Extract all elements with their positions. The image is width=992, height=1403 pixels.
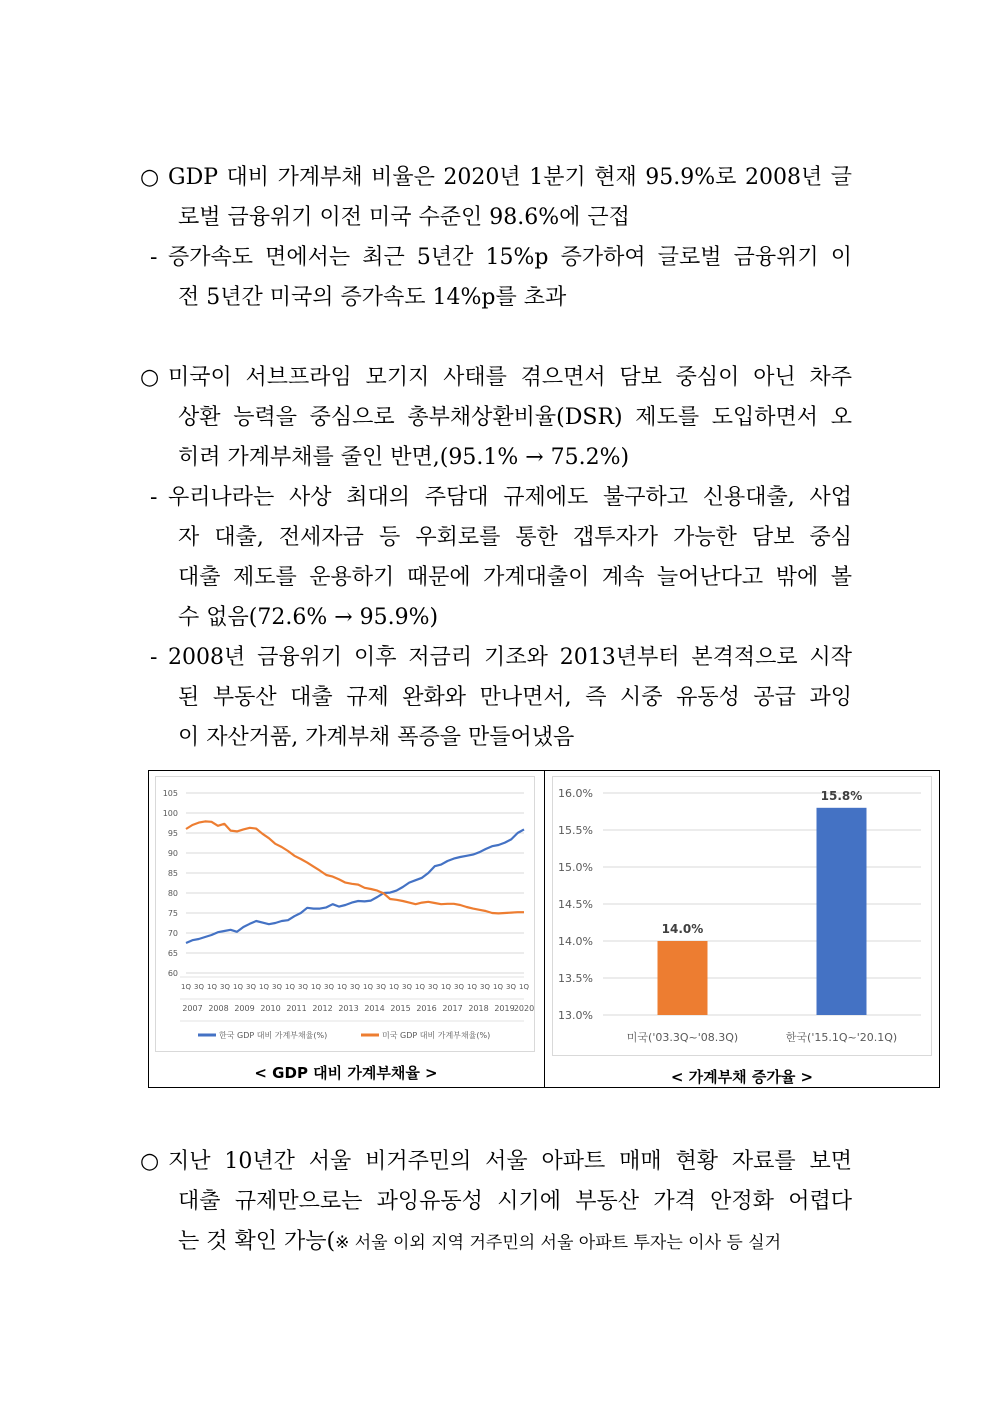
x-year-label: 2017 [442,1004,463,1013]
circle-bullet-icon: ○ [140,165,160,190]
x-year-label: 2009 [234,1004,255,1013]
text-line: 는 것 확인 가능( [178,1229,336,1254]
x-category-label: 미국('03.3Q~'08.3Q) [626,1031,739,1044]
x-quarter-label: 3Q [324,983,334,991]
x-year-label: 2012 [312,1004,333,1013]
x-year-label: 2015 [390,1004,411,1013]
figure-divider [544,770,545,1088]
legend-label-korea: 한국 GDP 대비 가계부채율(%) [219,1031,328,1040]
x-quarter-label: 1Q [415,983,425,991]
x-quarter-label: 1Q [389,983,399,991]
paragraph-2-sub-1 [140,478,852,518]
paragraph-2-sub-1-line-4: 수 없음(72.6% → 95.9%) [178,605,439,630]
x-quarter-label: 1Q [519,983,529,991]
x-year-label: 2016 [416,1004,437,1013]
dash-bullet: - [150,485,158,510]
legend-label-usa: 미국 GDP 대비 가계부채율(%) [382,1031,491,1040]
paragraph-2-sub-2-line-2: 된 부동산 대출 규제 완화와 만나면서, 즉 시중 유동성 공급 과잉 [178,685,852,710]
text-line: 지난 10년간 서울 비거주민의 서울 아파트 매매 현황 자료를 보면 [168,1149,852,1174]
series-line-usa [186,821,524,913]
paragraph-2 [140,358,852,758]
paragraph-3-line-3 [140,1222,852,1263]
line-chart-caption: < GDP 대비 가계부채율 > [254,1064,438,1082]
x-quarter-label: 1Q [493,983,503,991]
line-chart-panel [155,776,535,1052]
circle-bullet-icon: ○ [140,365,160,390]
x-year-label: 2018 [468,1004,489,1013]
x-quarter-label: 3Q [246,983,256,991]
x-quarter-label: 1Q [285,983,295,991]
paragraph-1-line-1 [140,158,852,198]
x-year-label: 2007 [182,1004,203,1013]
x-quarter-label: 1Q [467,983,477,991]
x-quarter-label: 1Q [233,983,243,991]
text-line: 미국이 서브프라임 모기지 사태를 겪으면서 담보 중심이 아닌 차주 [168,365,852,390]
paragraph-2-sub-1-line-2: 자 대출, 전세자금 등 우회로를 통한 갭투자가 가능한 담보 중심 [178,525,852,550]
dash-bullet: - [150,645,158,670]
y-tick-label: 14.5% [558,898,593,911]
y-tick-label: 13.5% [558,972,593,985]
paragraph-2-line-1 [140,358,852,398]
x-quarter-label: 1Q [363,983,373,991]
bar-chart-panel [552,776,932,1056]
x-quarter-label: 1Q [441,983,451,991]
x-quarter-label: 3Q [376,983,386,991]
paragraph-2-sub-2-line-3: 이 자산거품, 가계부채 폭증을 만들어냈음 [178,725,575,750]
x-quarter-label: 3Q [194,983,204,991]
y-tick-label: 95 [167,829,178,838]
x-quarter-label: 3Q [402,983,412,991]
y-tick-label: 60 [167,969,178,978]
paragraph-2-line-2: 상환 능력을 중심으로 총부채상환비율(DSR) 제도를 도입하면서 오 [178,405,852,430]
y-tick-label: 85 [167,869,178,878]
x-quarter-label: 3Q [298,983,308,991]
x-quarter-label: 3Q [272,983,282,991]
x-year-label: 2013 [338,1004,359,1013]
x-quarter-label: 3Q [454,983,464,991]
household-debt-growth-bar-chart [553,777,931,1055]
bar-chart-caption: < 가계부채 증가율 > [670,1068,814,1086]
series-line-korea [186,829,524,943]
x-quarter-label: 3Q [506,983,516,991]
paragraph-2-line-3: 히려 가계부채를 줄인 반면,(95.1% → 75.2%) [178,445,630,470]
paragraph-1-line-2: 로벌 금융위기 이전 미국 수준인 98.6%에 근접 [178,205,630,230]
y-tick-label: 15.5% [558,824,593,837]
text-line: 2008년 금융위기 이후 저금리 기조와 2013년부터 본격적으로 시작 [168,645,852,670]
x-quarter-label: 1Q [259,983,269,991]
paragraph-3-line-1 [140,1142,852,1182]
household-debt-ratio-line-chart [156,777,534,1051]
y-tick-label: 70 [167,929,178,938]
text-line: GDP 대비 가계부채 비율은 2020년 1분기 현재 95.9%로 2008년 글 [168,165,852,190]
paragraph-2-sub-2 [140,638,852,678]
y-tick-label: 100 [162,809,178,818]
paragraph-1-sub-1 [140,238,852,278]
x-category-label: 한국('15.1Q~'20.1Q) [785,1031,898,1044]
y-tick-label: 75 [167,909,178,918]
y-tick-label: 13.0% [558,1009,593,1022]
y-tick-label: 15.0% [558,861,593,874]
y-tick-label: 80 [167,889,178,898]
x-year-label: 2019 [494,1004,515,1013]
y-tick-label: 14.0% [558,935,593,948]
y-tick-label: 65 [167,949,178,958]
x-year-label: 2010 [260,1004,281,1013]
y-tick-label: 16.0% [558,787,593,800]
bar-value-label: 15.8% [820,788,863,803]
footnote-text: ※ 서울 이외 지역 거주민의 서울 아파트 투자는 이사 등 실거 [335,1233,782,1253]
x-year-label: 2011 [286,1004,307,1013]
y-tick-label: 90 [167,849,178,858]
y-tick-label: 105 [162,789,178,798]
paragraph-1-sub-1-line-2: 전 5년간 미국의 증가속도 14%p를 초과 [178,285,567,310]
x-quarter-label: 1Q [207,983,217,991]
circle-bullet-icon: ○ [140,1149,160,1174]
text-line: 증가속도 면에서는 최근 5년간 15%p 증가하여 글로벌 금융위기 이 [168,245,852,270]
x-quarter-label: 1Q [311,983,321,991]
x-quarter-label: 3Q [480,983,490,991]
x-quarter-label: 3Q [220,983,230,991]
paragraph-2-sub-1-line-3: 대출 제도를 운용하기 때문에 가계대출이 계속 늘어난다고 밖에 볼 [178,565,852,590]
bar-1 [817,808,867,1015]
paragraph-1 [140,158,852,318]
x-year-label: 2014 [364,1004,385,1013]
x-year-label: 2020 [513,1004,534,1013]
bar-value-label: 14.0% [661,922,704,936]
x-year-label: 2008 [208,1004,229,1013]
paragraph-3-line-2: 대출 규제만으로는 과잉유동성 시기에 부동산 가격 안정화 어렵다 [178,1189,852,1214]
dash-bullet: - [150,245,158,270]
paragraph-3 [140,1142,852,1263]
x-quarter-label: 1Q [181,983,191,991]
bar-0 [658,941,708,1015]
x-quarter-label: 3Q [350,983,360,991]
x-quarter-label: 3Q [428,983,438,991]
text-line: 우리나라는 사상 최대의 주담대 규제에도 불구하고 신용대출, 사업 [168,485,852,510]
x-quarter-label: 1Q [337,983,347,991]
